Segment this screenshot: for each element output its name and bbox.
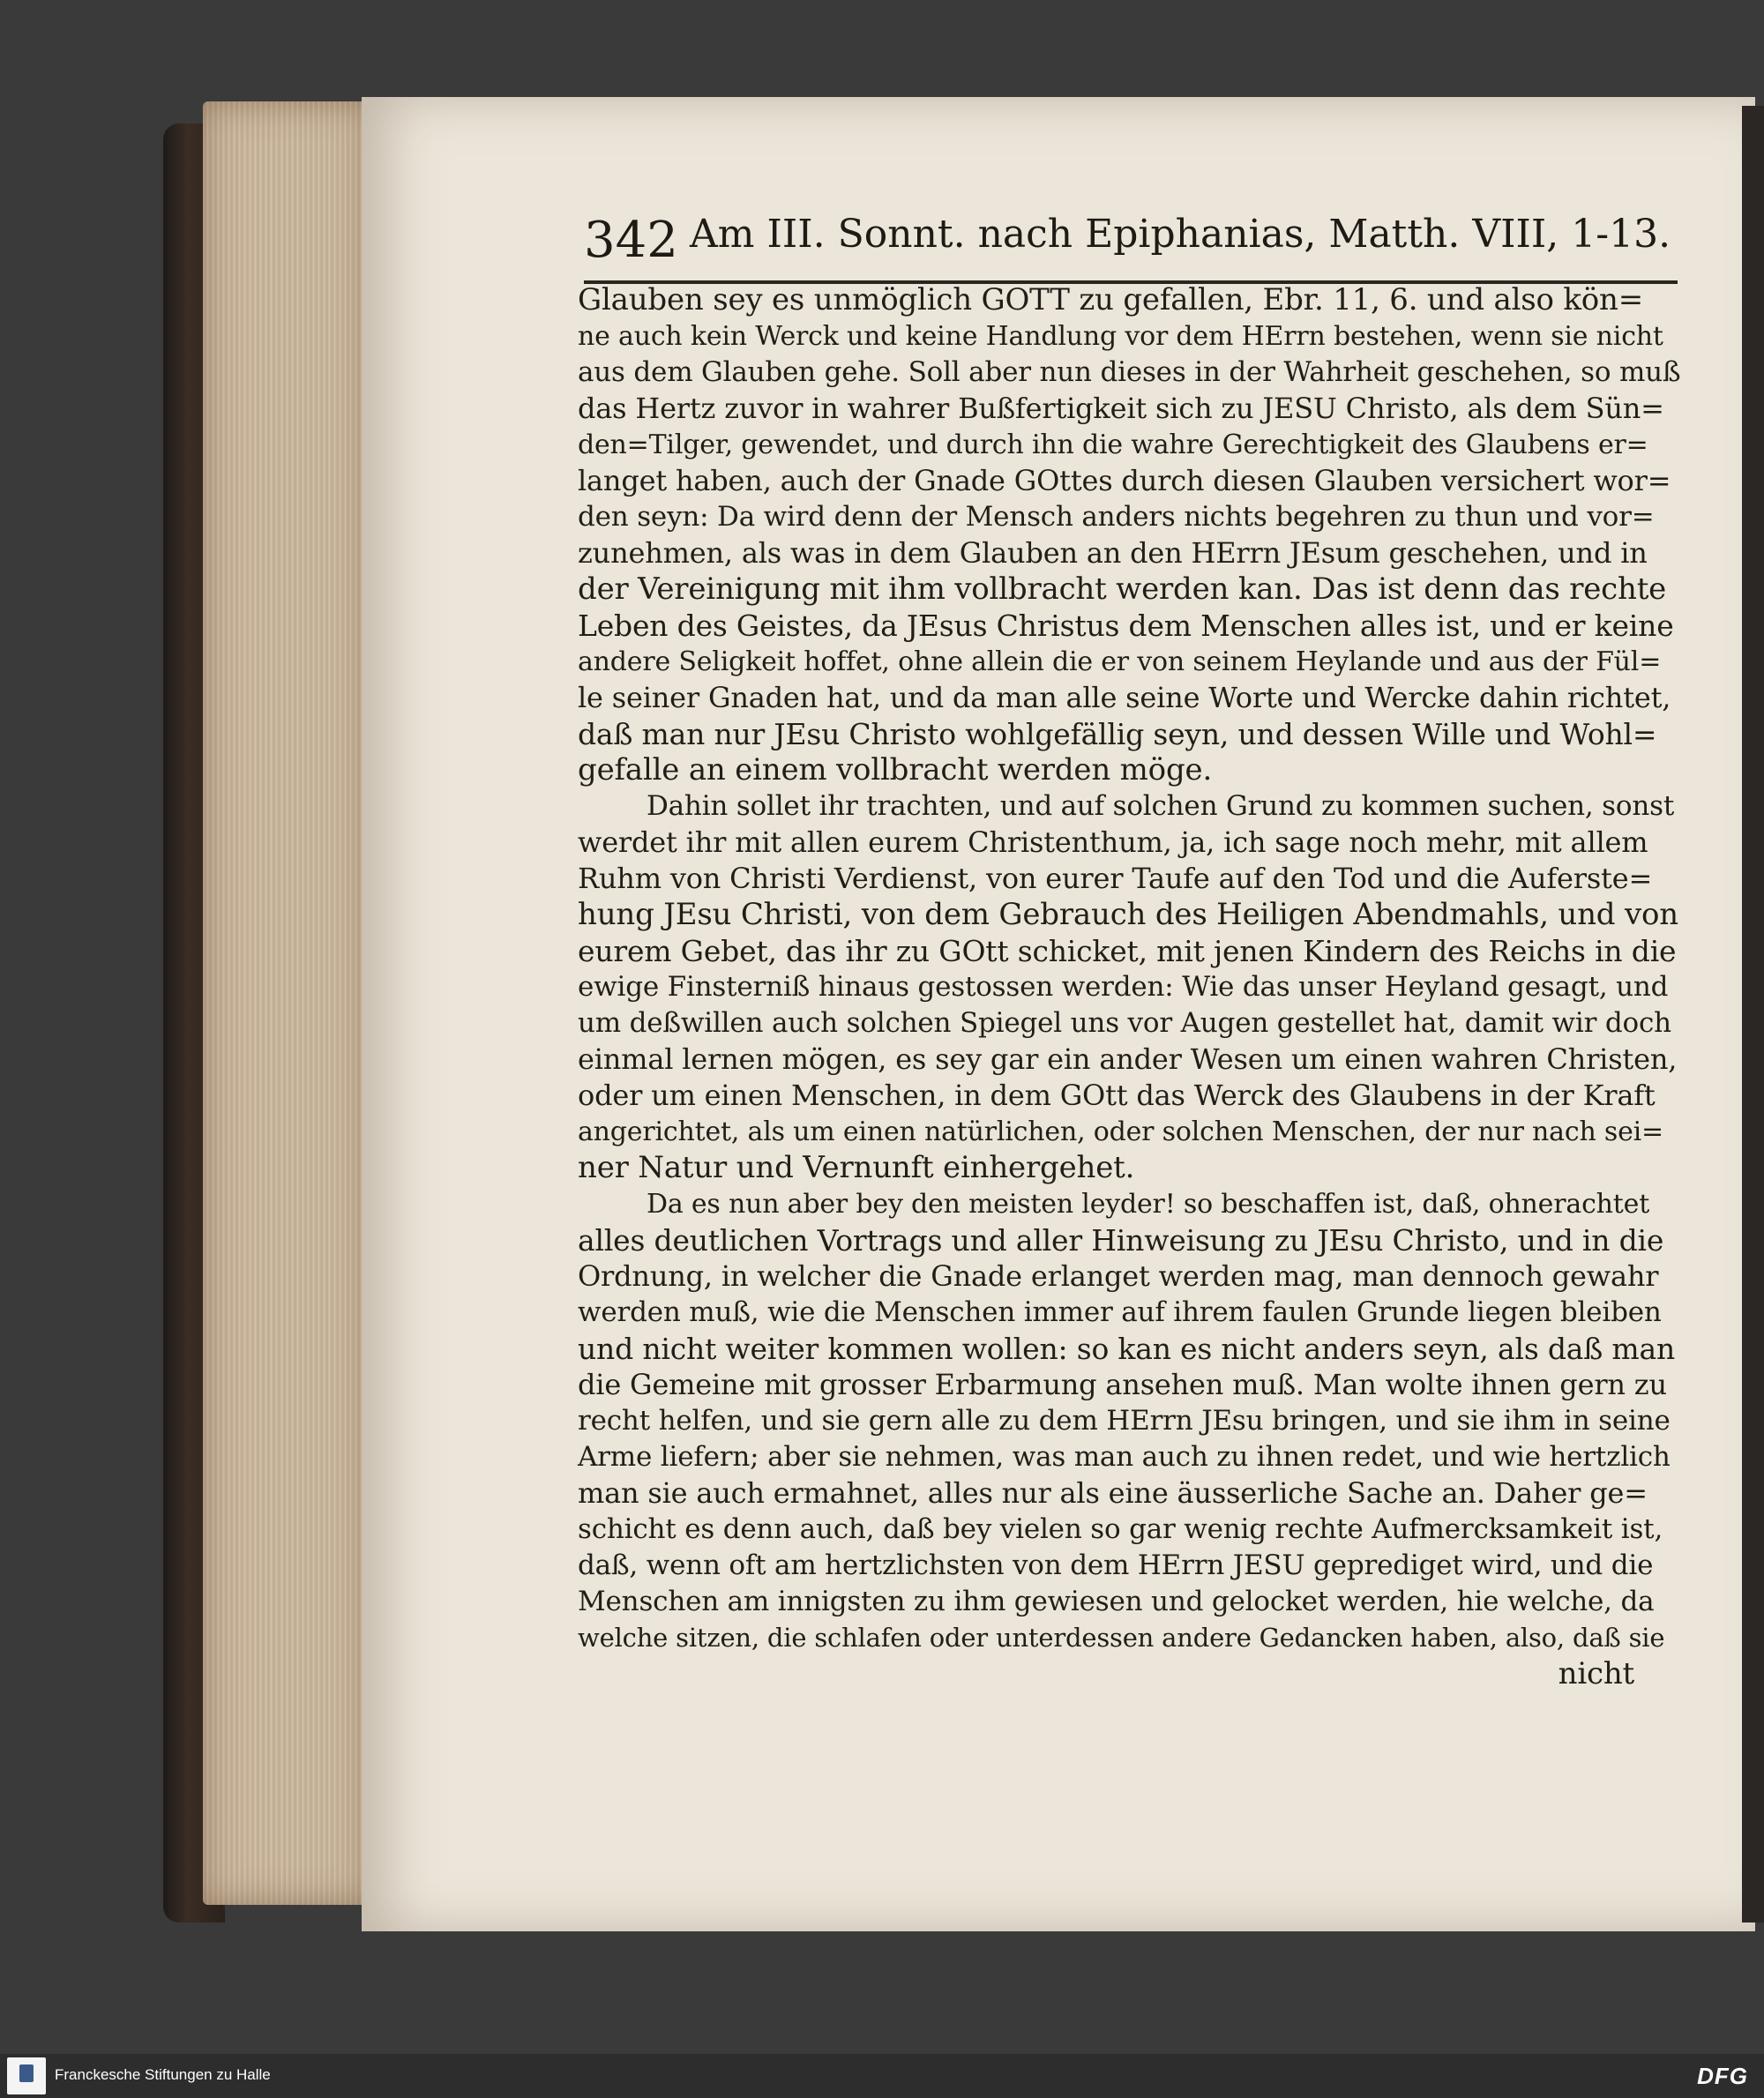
body-text: [578, 282, 1680, 1692]
text-line: den=Tilger, gewendet, und durch ihn die wahre Gerechtigkeit des Glaubens er=: [578, 429, 1648, 460]
text-line: Glauben sey es unmöglich GOTT zu gefallen, Ebr. 11, 6. und also kön=: [578, 282, 1644, 317]
text-line: den seyn: Da wird denn der Mensch anders nichts begehren zu thun und vor=: [578, 501, 1655, 533]
text-line: andere Seligkeit hoffet, ohne allein die er von seinem Heylande und aus der Fül=: [578, 646, 1662, 677]
text-line: welche sitzen, die schlafen oder unterdessen andere Gedancken haben, also, daß sie: [578, 1623, 1665, 1653]
text-line: Ordnung, in welcher die Gnade erlanget werden mag, man dennoch gewahr: [578, 1259, 1659, 1293]
text-line: Menschen am innigsten zu ihm gewiesen und gelocket werden, hie welche, da: [578, 1586, 1655, 1617]
institution-label[interactable]: Franckesche Stiftungen zu Halle: [55, 2066, 271, 2083]
text-line: hung JEsu Christi, von dem Gebrauch des Heiligen Abendmahls, und von: [578, 897, 1678, 932]
text-line: werden muß, wie die Menschen immer auf ihrem faulen Grunde liegen bleiben: [578, 1296, 1662, 1328]
page-edges: [203, 101, 370, 1905]
text-line: das Hertz zuvor in wahrer Bußfertigkeit sich zu JESU Christo, als dem Sün=: [578, 392, 1664, 425]
text-line: zunehmen, als was in dem Glauben an den HErrn JEsum geschehen, und in: [578, 536, 1648, 570]
text-line: eurem Gebet, das ihr zu GOtt schicket, mit jenen Kindern des Reichs in die: [578, 934, 1677, 968]
institution-logo-icon[interactable]: [7, 2057, 46, 2094]
text-line: le seiner Gnaden hat, und da man alle seine Worte und Wercke dahin richtet,: [578, 681, 1671, 714]
text-line: um deßwillen auch solchen Spiegel uns vor Augen gestellet hat, damit wir doch: [578, 1007, 1671, 1039]
text-line: alles deutlichen Vortrags und aller Hinweisung zu JEsu Christo, und in die: [578, 1223, 1664, 1258]
text-line: Ruhm von Christi Verdienst, von eurer Taufe auf den Tod und die Auferste=: [578, 862, 1653, 895]
text-line: recht helfen, und sie gern alle zu dem HErrn JEsu bringen, und sie ihm in seine: [578, 1405, 1671, 1437]
catchword: nicht: [1558, 1656, 1634, 1691]
text-line: und nicht weiter kommen wollen: so kan es nicht anders seyn, als daß man: [578, 1332, 1676, 1366]
text-line: langet haben, auch der Gnade GOttes durch diesen Glauben versichert wor=: [578, 464, 1671, 497]
text-line: schicht es denn auch, daß bey vielen so gar wenig rechte Aufmercksamkeit ist,: [578, 1513, 1663, 1545]
book-cover-right: [1742, 106, 1764, 1923]
text-line: daß man nur JEsu Christo wohlgefällig seyn, und dessen Wille und Wohl=: [578, 717, 1657, 751]
paragraph-start-line: Dahin sollet ihr trachten, und auf solchen Grund zu kommen suchen, sonst: [647, 790, 1675, 822]
text-line: werdet ihr mit allen eurem Christenthum, ja, ich sage noch mehr, mit allem: [578, 825, 1648, 859]
page-number: 342: [584, 212, 678, 269]
text-line: einmal lernen mögen, es sey gar ein ander Wesen um einen wahren Christen,: [578, 1042, 1678, 1076]
text-line: man sie auch ermahnet, alles nur als eine äusserliche Sache an. Daher ge=: [578, 1476, 1648, 1510]
text-line: der Vereinigung mit ihm vollbracht werden kan. Das ist denn das rechte: [578, 571, 1667, 607]
text-line: Leben des Geistes, da JEsus Christus dem Menschen alles ist, und er keine: [578, 608, 1674, 643]
text-line: aus dem Glauben gehe. Soll aber nun dieses in der Wahrheit geschehen, so muß: [578, 356, 1681, 388]
viewer-footer: [0, 2054, 1764, 2098]
text-line: gefalle an einem vollbracht werden möge.: [578, 752, 1213, 788]
running-title: Am III. Sonnt. nach Epiphanias, Matth. VIII, 1-13.: [690, 212, 1671, 257]
text-line: Arme liefern; aber sie nehmen, was man auch zu ihnen redet, und wie hertzlich: [578, 1441, 1671, 1473]
dfg-logo[interactable]: DFG: [1697, 2063, 1748, 2089]
text-line: ne auch kein Werck und keine Handlung vor dem HErrn bestehen, wenn sie nicht: [578, 321, 1663, 352]
paragraph-start-line: Da es nun aber bey den meisten leyder! so beschaffen ist, daß, ohnerachtet: [647, 1189, 1650, 1220]
text-line: ner Natur und Vernunft einhergehet.: [578, 1150, 1135, 1185]
text-line: die Gemeine mit grosser Erbarmung ansehen muß. Man wolte ihnen gern zu: [578, 1368, 1667, 1401]
text-line: daß, wenn oft am hertzlichsten von dem HErrn JESU geprediget wird, und die: [578, 1549, 1654, 1581]
text-line: ewige Finsterniß hinaus gestossen werden: Wie das unser Heyland gesagt, und: [578, 971, 1669, 1003]
text-line: angerichtet, als um einen natürlichen, oder solchen Menschen, der nur nach sei=: [578, 1116, 1663, 1147]
text-line: oder um einen Menschen, in dem GOtt das Werck des Glaubens in der Kraft: [578, 1079, 1656, 1112]
page-header: [584, 208, 1669, 279]
